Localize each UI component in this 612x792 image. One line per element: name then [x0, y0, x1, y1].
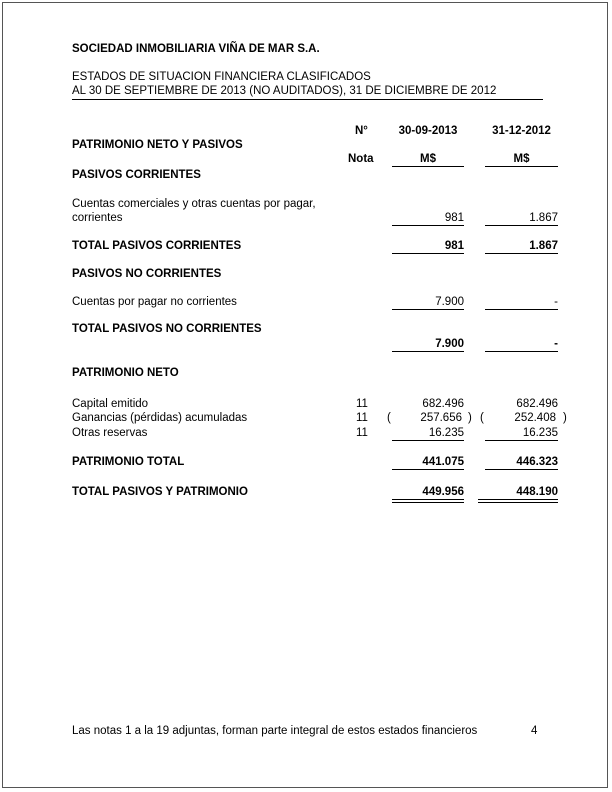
col1-currency: M$	[392, 152, 464, 167]
company-name: SOCIEDAD INMOBILIARIA VIÑA DE MAR S.A.	[72, 43, 320, 55]
row-label: Cuentas comerciales y otras cuentas por pagar,	[72, 198, 316, 210]
row-label: Cuentas por pagar no corrientes	[72, 296, 237, 308]
statement-title: ESTADOS DE SITUACION FINANCIERA CLASIFICADOS	[72, 71, 371, 83]
footer-note: Las notas 1 a la 19 adjuntas, forman parte integral de estos estados financieros	[72, 725, 478, 737]
statement-date: AL 30 DE SEPTIEMBRE DE 2013 (NO AUDITADOS), 31 DE DICIEMBRE DE 2012	[72, 85, 497, 97]
note-header-label-2: Nota	[348, 153, 374, 165]
pasivos-corrientes-title: PASIVOS CORRIENTES	[72, 169, 201, 181]
row-label: Otras reservas	[72, 427, 148, 439]
double-underline	[392, 502, 464, 503]
paren-open: (	[480, 412, 484, 424]
note-ref: 11	[356, 427, 368, 439]
total-value: 1.867	[485, 239, 558, 254]
pasivos-no-corrientes-title: PASIVOS NO CORRIENTES	[72, 268, 222, 280]
cell-value: 682.496	[422, 398, 464, 410]
cell-value: 16.235	[485, 426, 558, 441]
cell-value: 257.656	[420, 412, 462, 424]
note-header-label: N°	[355, 125, 368, 137]
paren-close: )	[468, 412, 472, 424]
total-value: 446.323	[485, 455, 558, 470]
row-label: corrientes	[72, 212, 123, 224]
note-ref: 11	[356, 398, 368, 410]
note-ref: 11	[356, 412, 368, 424]
cell-value: 16.235	[392, 426, 464, 441]
total-value: 981	[392, 239, 464, 254]
grand-total-value: 448.190	[516, 486, 558, 498]
paren-close: )	[563, 412, 567, 424]
patrimonio-total-label: PATRIMONIO TOTAL	[72, 456, 185, 468]
page-frame	[2, 2, 608, 788]
total-pasivos-corrientes-label: TOTAL PASIVOS CORRIENTES	[72, 240, 242, 252]
cell-value: -	[485, 295, 558, 310]
double-underline	[478, 502, 558, 503]
cell-value: 1.867	[485, 211, 558, 226]
total-value: 7.900	[392, 337, 464, 352]
section-heading: PATRIMONIO NETO Y PASIVOS	[72, 139, 243, 151]
total-value: -	[485, 337, 558, 352]
col2-header: 31-12-2012	[492, 125, 551, 137]
grand-total-label: TOTAL PASIVOS Y PATRIMONIO	[72, 486, 248, 498]
title-rule	[72, 99, 543, 100]
cell-value: 981	[392, 211, 464, 226]
grand-total-value: 449.956	[422, 486, 464, 498]
cell-value: 7.900	[392, 295, 464, 310]
cell-value: 252.408	[514, 412, 556, 424]
double-underline	[478, 499, 558, 500]
row-label: Capital emitido	[72, 398, 149, 410]
col1-header: 30-09-2013	[398, 125, 458, 137]
row-label: Ganancias (pérdidas) acumuladas	[72, 412, 248, 424]
cell-value: 682.496	[516, 398, 558, 410]
paren-open: (	[387, 412, 391, 424]
total-pasivos-no-corrientes-label: TOTAL PASIVOS NO CORRIENTES	[72, 323, 262, 335]
patrimonio-title: PATRIMONIO NETO	[72, 367, 179, 379]
col2-currency: M$	[485, 152, 558, 167]
double-underline	[392, 499, 464, 500]
page-number: 4	[531, 725, 538, 737]
total-value: 441.075	[392, 455, 464, 470]
